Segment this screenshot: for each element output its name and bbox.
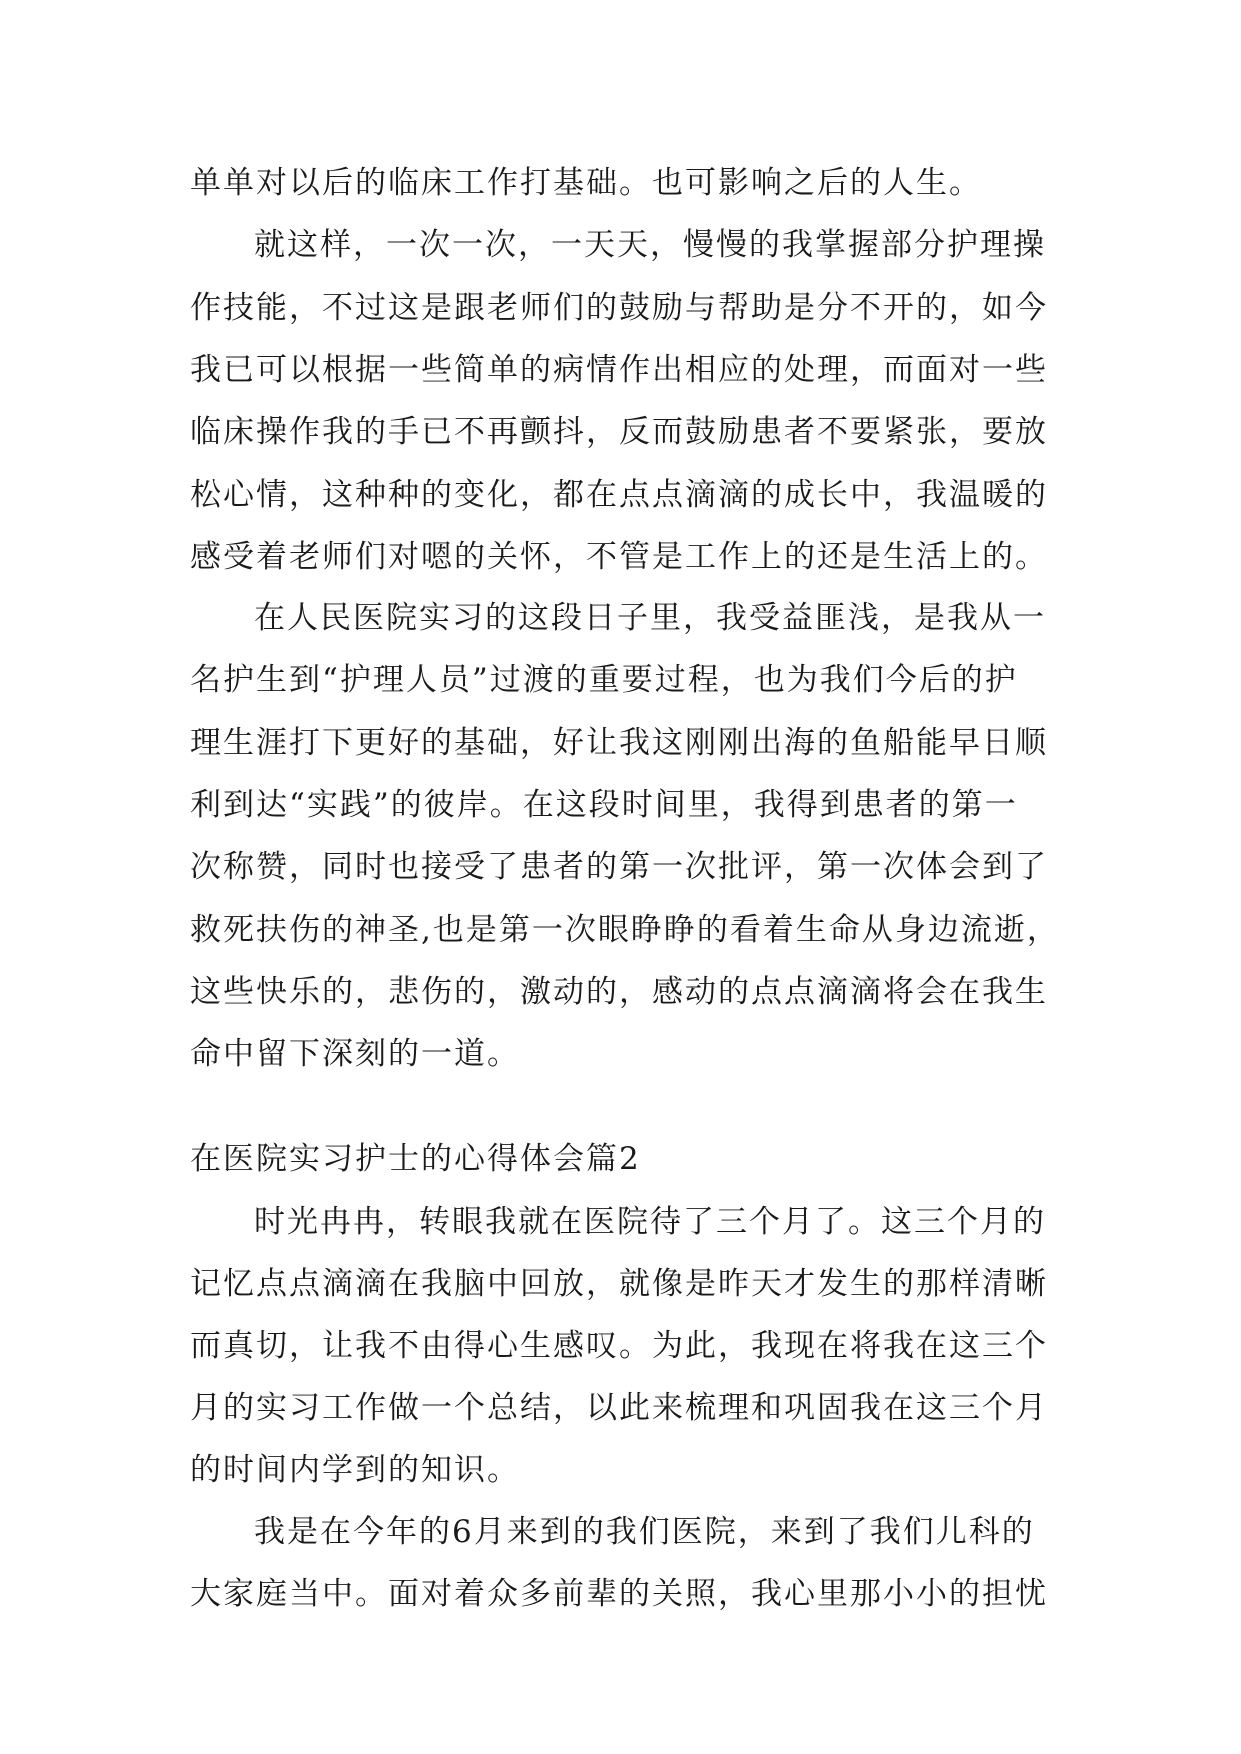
paragraph-line: 而真切，让我不由得心生感叹。为此，我现在将我在这三个 [190,1328,1048,1364]
paragraph-line: 我是在今年的6月来到的我们医院，来到了我们儿科的 [254,1514,1035,1550]
paragraph-line: 在人民医院实习的这段日子里，我受益匪浅，是我从一 [254,600,1046,636]
paragraph-line: 次称赞，同时也接受了患者的第一次批评，第一次体会到了 [190,849,1048,885]
paragraph-line: 临床操作我的手已不再颤抖，反而鼓励患者不要紧张，要放 [190,414,1048,450]
paragraph-line: 命中留下深刻的一道。 [190,1036,520,1072]
paragraph-line: 大家庭当中。面对着众多前辈的关照，我心里那小小的担忧 [190,1576,1048,1612]
paragraph-line: 我已可以根据一些简单的病情作出相应的处理，而面对一些 [190,352,1048,388]
paragraph-line: 就这样，一次一次，一天天，慢慢的我掌握部分护理操 [254,227,1046,263]
paragraph-line: 救死扶伤的神圣,也是第一次眼睁睁的看着生命从身边流逝， [190,912,1060,948]
paragraph-line: 月的实习工作做一个总结，以此来梳理和巩固我在这三个月 [190,1390,1048,1426]
paragraph-line: 理生涯打下更好的基础，好让我这刚刚出海的鱼船能早日顺 [190,725,1048,761]
paragraph-line: 名护生到“护理人员”过渡的重要过程，也为我们今后的护 [190,662,1018,698]
paragraph-line: 记忆点点滴滴在我脑中回放，就像是昨天才发生的那样清晰 [190,1266,1048,1302]
paragraph-line: 利到达“实践”的彼岸。在这段时间里，我得到患者的第一 [190,787,1018,823]
paragraph-line: 这些快乐的，悲伤的，激动的，感动的点点滴滴将会在我生 [190,974,1048,1010]
paragraph-line: 感受着老师们对嗯的关怀，不管是工作上的还是生活上的。 [190,539,1048,575]
paragraph-line: 单单对以后的临床工作打基础。也可影响之后的人生。 [190,165,982,201]
section-heading: 在医院实习护士的心得体会篇2 [190,1141,641,1177]
paragraph-line: 作技能，不过这是跟老师们的鼓励与帮助是分不开的，如今 [190,290,1048,326]
paragraph-line: 时光冉冉，转眼我就在医院待了三个月了。这三个月的 [254,1204,1046,1240]
paragraph-line: 的时间内学到的知识。 [190,1452,520,1488]
paragraph-line: 松心情，这种种的变化，都在点点滴滴的成长中，我温暖的 [190,477,1048,513]
